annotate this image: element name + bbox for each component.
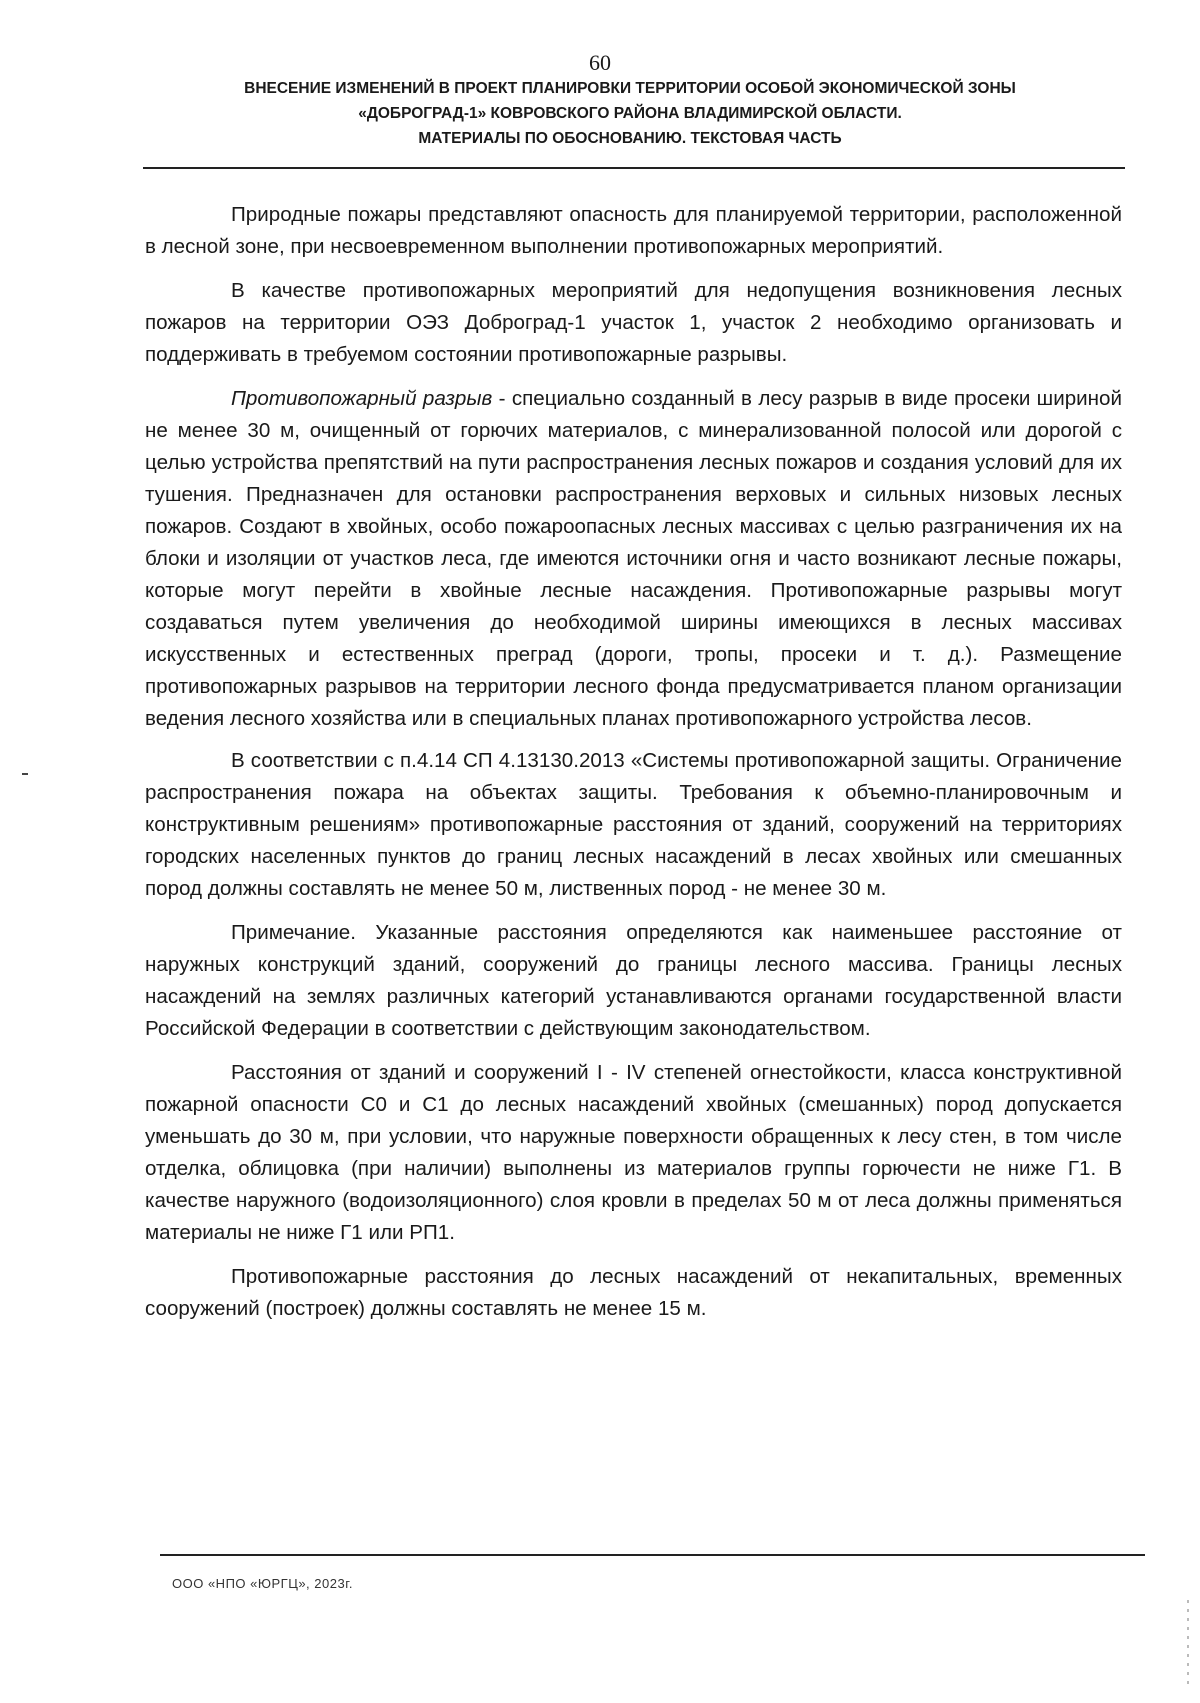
firebreak-definition-text: - специально созданный в лесу разрыв в виде просеки шириной не менее 30 м, очищенный от горючих материалов, с минерализованной полосой или дорогой с целью устройства препятствий на пути распространения лесных пожаров и создания условий для их тушения. Предназначен для остановки распространения верховых и сильных низовых лесных пожаров. Создают в хвойных, особо пожароопасных лесных массивах с целью разграничения их на блоки и изоляции от участков леса, где имеются источники огня и часто возникают лесные пожары, которые могут перейти в хвойные лесные насаждения. Противопожарные разрывы могут создаваться путем увеличения до необходимой ширины имеющихся в лесных массивах искусственных и естественных преград (дороги, тропы, просеки и т. д.). Размещение противопожарных разрывов на территории лесного фонда предусматривается планом организации ведения лесного хозяйства или в специальных планах противопожарного устройства лесов. — [145, 387, 1122, 730]
paragraph-firebreak-definition — [145, 383, 1122, 735]
header-line-1: ВНЕСЕНИЕ ИЗМЕНЕНИЙ В ПРОЕКТ ПЛАНИРОВКИ ТЕРРИТОРИИ ОСОБОЙ ЭКОНОМИЧЕСКОЙ ЗОНЫ — [244, 80, 1016, 97]
header-divider — [143, 167, 1125, 169]
paragraph-temporary-structures: Противопожарные расстояния до лесных насаждений от некапитальных, временных сооружений (построек) должны составлять не менее 15 м. — [145, 1265, 1122, 1320]
scan-mark — [22, 773, 28, 775]
header-line-2: «ДОБРОГРАД-1» КОВРОВСКОГО РАЙОНА ВЛАДИМИРСКОЙ ОБЛАСТИ. — [358, 105, 902, 122]
paragraph-fire-measures: В качестве противопожарных мероприятий для недопущения возникновения лесных пожаров на территории ОЭЗ Доброград-1 участок 1, участок 2 необходимо организовать и поддерживать в требуемом состоянии противопожарные разрывы. — [145, 279, 1122, 366]
footer-divider — [160, 1554, 1145, 1556]
paragraph-sp-reference: В соответствии с п.4.14 СП 4.13130.2013 «Системы противопожарной защиты. Ограничение распространения пожара на объектах защиты. Требования к объемно-планировочным и конструктивным решениям» противопожарные расстояния от зданий, сооружений на территориях городских населенных пунктов до границ лесных насаждений в лесах хвойных или смешанных пород должны составлять не менее 50 м, лиственных пород - не менее 30 м. — [145, 749, 1122, 900]
header-line-3: МАТЕРИАЛЫ ПО ОБОСНОВАНИЮ. ТЕКСТОВАЯ ЧАСТЬ — [418, 130, 842, 147]
body-text — [145, 199, 1122, 1337]
paragraph-reduced-distances: Расстояния от зданий и сооружений I - IV степеней огнестойкости, класса конструктивной пожарной опасности С0 и С1 до лесных насаждений хвойных (смешанных) пород допускается уменьшать до 30 м, при условии, что наружные поверхности обращенных к лесу стен, в том числе отделка, облицовка (при наличии) выполнены из материалов группы горючести не ниже Г1. В качестве наружного (водоизоляционного) слоя кровли в пределах 50 м от леса должны применяться материалы не ниже Г1 или РП1. — [145, 1061, 1122, 1244]
page-number: 60 — [589, 50, 611, 75]
firebreak-term: Противопожарный разрыв — [231, 387, 493, 410]
paragraph-note: Примечание. Указанные расстояния определяются как наименьшее расстояние от наружных конструкций зданий, сооружений до границы лесного массива. Границы лесных насаждений на землях различных категорий устанавливаются органами государственной власти Российской Федерации в соответствии с действующим законодательством. — [145, 921, 1122, 1040]
scan-edge-marks — [1187, 1600, 1189, 1690]
paragraph-natural-fires: Природные пожары представляют опасность для планируемой территории, расположенной в лесной зоне, при несвоевременном выполнении противопожарных мероприятий. — [145, 203, 1122, 258]
footer-company: ООО «НПО «ЮРГЦ», 2023г. — [172, 1576, 353, 1591]
document-header — [150, 76, 1110, 151]
